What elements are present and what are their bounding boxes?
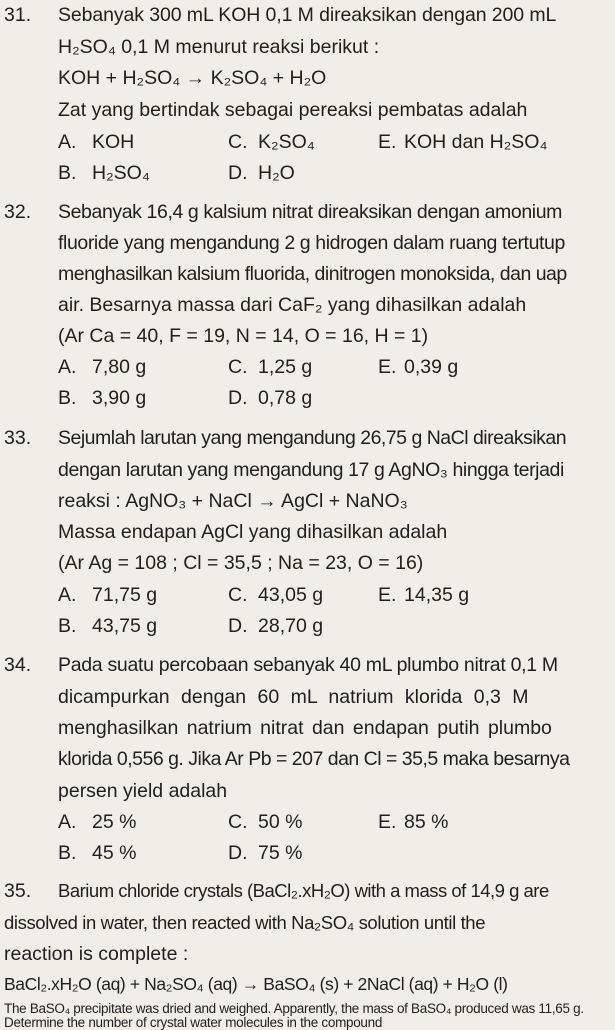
q33-option-a-label: A. [58, 584, 77, 606]
q35-line-3: reaction is complete : [4, 943, 189, 965]
q33-option-e: 14,35 g [404, 584, 470, 606]
q33-option-b: 43,75 g [92, 615, 158, 637]
q32-line-1: Sebanyak 16,4 g kalsium nitrat direaksikan dengan amonium [58, 201, 563, 223]
q32-atomic-masses: (Ar Ca = 40, F = 19, N = 14, O = 16, H = 1) [58, 325, 429, 347]
q34-option-b-label: B. [58, 842, 77, 864]
q34-option-d-label: D. [228, 842, 248, 864]
q31-number: 31. [4, 4, 32, 26]
q35-number: 35. [4, 880, 32, 902]
q31-option-a-label: A. [58, 131, 77, 153]
q33-option-c-label: C. [228, 584, 248, 606]
q31-line-1: Sebanyak 300 mL KOH 0,1 M direaksikan dengan 200 mL [58, 4, 557, 26]
q32-option-d: 0,78 g [258, 387, 313, 409]
q33-option-b-label: B. [58, 615, 77, 637]
q32-option-e: 0,39 g [404, 356, 459, 378]
q33-option-c: 43,05 g [258, 584, 324, 606]
q31-option-e-label: E. [378, 131, 397, 153]
q35-equation: BaCl₂.xH₂O (aq) + Na₂SO₄ (aq) → BaSO₄ (s) + 2NaCl (aq) + H₂O (l) [4, 974, 508, 994]
q33-option-a: 71,75 g [92, 584, 158, 606]
q34-option-a: 25 % [92, 811, 137, 833]
q34-line-4: klorida 0,556 g. Jika Ar Pb = 207 dan Cl = 35,5 maka besarnya [58, 748, 570, 770]
q31-option-b-label: B. [58, 162, 77, 184]
q33-option-d: 28,70 g [258, 615, 324, 637]
q33-line-1: Sejumlah larutan yang mengandung 26,75 g NaCl direaksikan [58, 427, 567, 449]
q31-equation: KOH + H₂SO₄ → K₂SO₄ + H₂O [58, 67, 327, 89]
q32-line-4: air. Besarnya massa dari CaF₂ yang dihasilkan adalah [58, 294, 527, 316]
q31-option-d: H₂O [258, 162, 295, 184]
q31-line-4: Zat yang bertindak sebagai pereaksi pembatas adalah [58, 99, 528, 121]
q32-line-3: menghasilkan kalsium fluorida, dinitrogen monoksida, dan uap [58, 263, 567, 285]
q31-option-a: KOH [92, 131, 135, 153]
q33-atomic-masses: (Ar Ag = 108 ; Cl = 35,5 ; Na = 23, O = 16) [58, 552, 424, 574]
q33-number: 33. [4, 427, 32, 449]
q31-option-b: H₂SO₄ [92, 162, 150, 184]
q34-line-2: dicampurkan dengan 60 mL natrium klorida 0,3 M [58, 686, 529, 708]
q31-option-d-label: D. [228, 162, 248, 184]
q32-line-2: fluoride yang mengandung 2 g hidrogen dalam ruang tertutup [58, 232, 565, 254]
q34-option-a-label: A. [58, 811, 77, 833]
q32-option-e-label: E. [378, 356, 397, 378]
q32-option-b-label: B. [58, 387, 77, 409]
q35-line-7: of crystal water molecules in the compound [135, 1014, 383, 1030]
q34-option-c: 50 % [258, 811, 303, 833]
q31-option-c: K₂SO₄ [258, 131, 315, 153]
q32-option-d-label: D. [228, 387, 248, 409]
q34-number: 34. [4, 654, 32, 676]
q33-option-d-label: D. [228, 615, 248, 637]
q33-option-e-label: E. [378, 584, 397, 606]
q35-line-2: dissolved in water, then reacted with Na₂SO₄ solution until the [4, 912, 486, 933]
q31-option-c-label: C. [228, 131, 248, 153]
q34-line-1: Pada suatu percobaan sebanyak 40 mL plumbo nitrat 0,1 M [58, 654, 558, 676]
q35-line-6: mass of BaSO₄ produced was 11,65 g. Determine the number [4, 1001, 584, 1030]
q34-option-e: 85 % [404, 811, 449, 833]
q33-line-2: dengan larutan yang mengandung 17 g AgNO₃ hingga terjadi [58, 459, 564, 481]
q34-line-5: persen yield adalah [58, 780, 228, 802]
q34-option-c-label: C. [228, 811, 248, 833]
q32-option-b: 3,90 g [92, 387, 147, 409]
q34-option-b: 45 % [92, 842, 137, 864]
q32-option-c-label: C. [228, 356, 248, 378]
q32-option-c: 1,25 g [258, 356, 313, 378]
q32-option-a: 7,80 g [92, 356, 147, 378]
q32-option-a-label: A. [58, 356, 77, 378]
q35-line-5: The BaSO₄ precipitate was dried and weighed. Apparently, the [4, 1001, 359, 1016]
q35-line-1: Barium chloride crystals (BaCl₂.xH₂O) with a mass of 14,9 g are [58, 880, 549, 901]
q34-option-e-label: E. [378, 811, 397, 833]
q31-line-2: H₂SO₄ 0,1 M menurut reaksi berikut : [58, 36, 380, 58]
q31-option-e: KOH dan H₂SO₄ [404, 131, 548, 153]
q35-tail [4, 1002, 612, 1029]
q32-number: 32. [4, 201, 32, 223]
q33-equation: reaksi : AgNO₃ + NaCl → AgCl + NaNO₃ [58, 490, 408, 512]
q34-option-d: 75 % [258, 842, 303, 864]
q34-line-3: menghasilkan natrium nitrat dan endapan putih plumbo [58, 717, 552, 739]
q33-line-4: Massa endapan AgCl yang dihasilkan adalah [58, 521, 448, 543]
